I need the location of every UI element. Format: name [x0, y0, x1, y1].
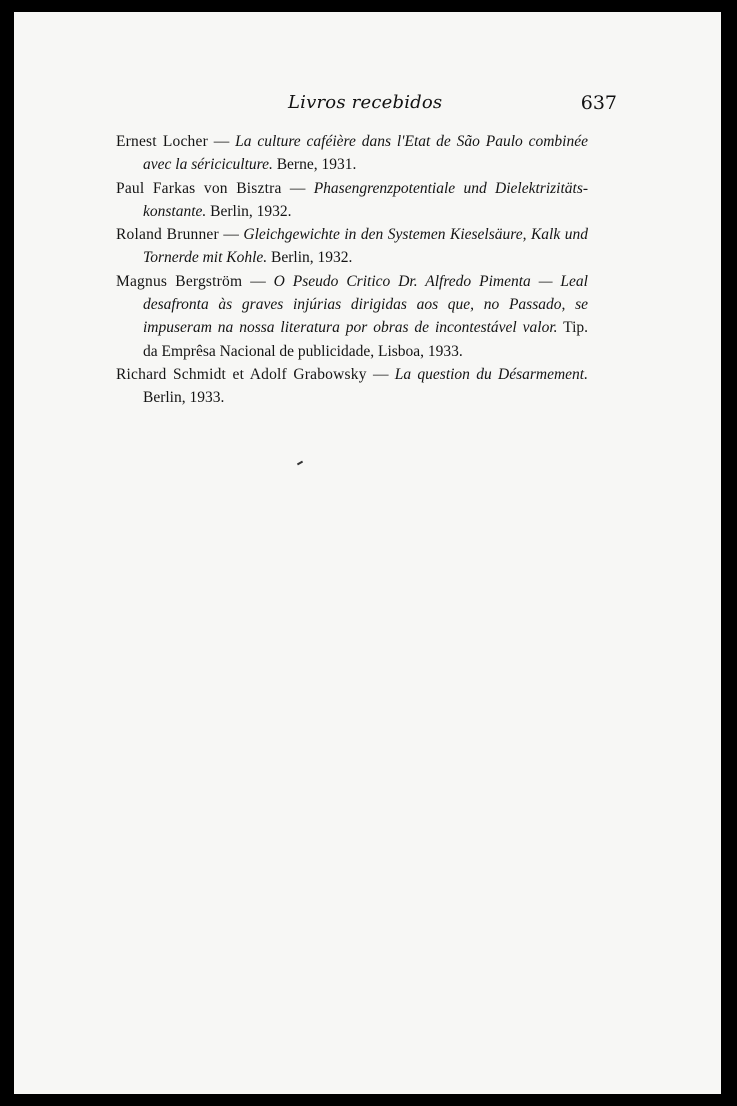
entry-title: La question du Désarmement. [394, 365, 588, 383]
entry-author: Paul Farkas von Bisztra [116, 179, 282, 197]
entry-author: Richard Schmidt et Adolf Grabowsky [116, 365, 367, 383]
entry-title: O Pseudo Critico Dr. Alfredo Pimenta — Leal desafronta às graves injúrias dirigidas aos que, no Passado, se impuseram na nossa literatura por obras de incontestável valor. [143, 272, 588, 337]
entry-title: Gleichgewichte in den Systemen Kieselsäure, Kalk und Tornerde mit Kohle. [143, 226, 589, 267]
entry-separator: — [207, 133, 236, 150]
entry-imprint: Berlin, 1933. [143, 389, 225, 407]
entry-separator: — [366, 365, 395, 383]
page-number: 637 [580, 92, 617, 114]
entry-title: Phasengrenzpotentiale und Dielektrizitäts-konstante. [143, 179, 589, 220]
entry-author: Roland Brunner [116, 226, 219, 244]
list-item [116, 130, 588, 177]
entry-separator: — [281, 179, 314, 197]
entry-imprint: Tip. da Emprêsa Nacional de publicidade, Lisboa, 1933. [143, 319, 588, 360]
received-books-list [116, 130, 588, 410]
list-item [116, 270, 588, 363]
list-item [116, 363, 588, 410]
entry-separator: — [218, 226, 244, 244]
entry-separator: — [242, 272, 274, 290]
list-item [116, 177, 588, 224]
entry-author: Ernest Locher [116, 133, 208, 150]
entry-imprint: Berlin, 1932. [267, 249, 353, 267]
book-page [14, 12, 721, 1094]
entry-title: La culture caféière dans l'Etat de São Paulo combinée avec la sériciculture. [143, 133, 588, 174]
list-item [116, 223, 588, 270]
entry-imprint: Berne, 1931. [272, 156, 357, 174]
running-title: Livros recebidos [288, 92, 443, 113]
entry-author: Magnus Bergström [116, 272, 243, 290]
entry-imprint: Berlin, 1932. [206, 202, 292, 220]
page-header [14, 86, 721, 116]
ink-speck [297, 461, 303, 466]
